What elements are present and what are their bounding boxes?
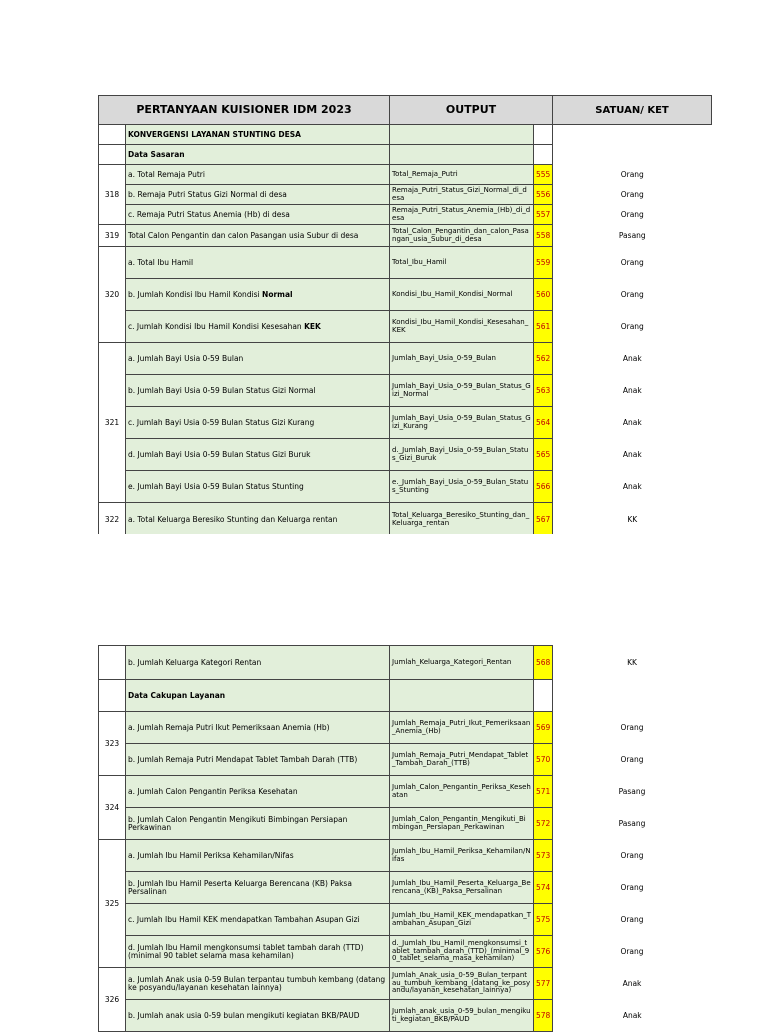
question-text: a. Total Ibu Hamil <box>126 247 390 279</box>
output-variable: Remaja_Putri_Status_Anemia_(Hb)_di_desa <box>390 205 534 225</box>
section-title: Data Cakupan Layanan <box>126 680 390 712</box>
unit-label: Anak <box>553 407 712 439</box>
output-code: 556 <box>534 185 553 205</box>
output-variable: Jumlah_Calon_Pengantin_Mengikuti_Bimbingan_Persiapan_Perkawinan <box>390 808 534 840</box>
unit-label: Orang <box>553 936 712 968</box>
question-text: b. Jumlah anak usia 0-59 bulan mengikuti kegiatan BKB/PAUD <box>126 1000 390 1032</box>
unit-label: Orang <box>553 872 712 904</box>
question-number: 320 <box>99 247 126 343</box>
table-row <box>99 311 712 343</box>
question-text: d. Jumlah Bayi Usia 0-59 Bulan Status Gizi Buruk <box>126 439 390 471</box>
output-code: 572 <box>534 808 553 840</box>
question-text: a. Jumlah Remaja Putri Ikut Pemeriksaan Anemia (Hb) <box>126 712 390 744</box>
output-code: 568 <box>534 646 553 680</box>
table-row <box>99 646 712 680</box>
output-code: 578 <box>534 1000 553 1032</box>
question-emphasis: KEK <box>304 321 321 331</box>
question-number <box>99 125 126 145</box>
unit-label: Pasang <box>553 225 712 247</box>
output-variable: d._Jumlah_Ibu_Hamil_mengkonsumsi_tablet_tambah_darah_(TTD)_(minimal_90_tablet_selama_masa_kehamilan) <box>390 936 534 968</box>
unit-label: Orang <box>553 840 712 872</box>
output-variable: Total_Calon_Pengantin_dan_calon_Pasangan_usia_Subur_di_desa <box>390 225 534 247</box>
question-text: b. Jumlah Keluarga Kategori Rentan <box>126 646 390 680</box>
unit-label: Anak <box>553 439 712 471</box>
unit-label <box>553 680 712 712</box>
output-variable: Jumlah_Bayi_Usia_0-59_Bulan_Status_Gizi_Normal <box>390 375 534 407</box>
section-row <box>99 145 712 165</box>
question-number <box>99 646 126 680</box>
output-code: 570 <box>534 744 553 776</box>
table-row <box>99 439 712 471</box>
unit-label: Pasang <box>553 808 712 840</box>
table-row <box>99 407 712 439</box>
output-variable: Jumlah_Bayi_Usia_0-59_Bulan_Status_Gizi_Kurang <box>390 407 534 439</box>
output-code <box>534 680 553 712</box>
table-row <box>99 165 712 185</box>
header-output: OUTPUT <box>390 96 553 125</box>
section-title: Data Sasaran <box>126 145 390 165</box>
unit-label: Orang <box>553 279 712 311</box>
table-row <box>99 776 712 808</box>
output-code: 576 <box>534 936 553 968</box>
unit-label: KK <box>553 646 712 680</box>
output-code: 569 <box>534 712 553 744</box>
header-title: PERTANYAAN KUISIONER IDM 2023 <box>99 96 390 125</box>
output-variable: Remaja_Putri_Status_Gizi_Normal_di_desa <box>390 185 534 205</box>
question-number <box>99 145 126 165</box>
output-code <box>534 125 553 145</box>
table-row <box>99 279 712 311</box>
question-text: a. Jumlah Bayi Usia 0-59 Bulan <box>126 343 390 375</box>
table-row <box>99 343 712 375</box>
table-row <box>99 936 712 968</box>
output-code: 565 <box>534 439 553 471</box>
question-number: 326 <box>99 968 126 1032</box>
header-row <box>99 96 712 125</box>
output-code: 567 <box>534 503 553 537</box>
table-row <box>99 205 712 225</box>
question-text: a. Total Remaja Putri <box>126 165 390 185</box>
output-variable: d._Jumlah_Bayi_Usia_0-59_Bulan_Status_Gizi_Buruk <box>390 439 534 471</box>
output-variable: Jumlah_Ibu_Hamil_KEK_mendapatkan_Tambahan_Asupan_Gizi <box>390 904 534 936</box>
output-variable: Kondisi_Ibu_Hamil_Kondisi_Normal <box>390 279 534 311</box>
unit-label: Pasang <box>553 776 712 808</box>
table-row <box>99 1000 712 1032</box>
question-text: e. Jumlah Bayi Usia 0-59 Bulan Status Stunting <box>126 471 390 503</box>
output-code: 577 <box>534 968 553 1000</box>
question-text: c. Jumlah Bayi Usia 0-59 Bulan Status Gizi Kurang <box>126 407 390 439</box>
question-number: 318 <box>99 165 126 225</box>
output-variable: Total_Keluarga_Beresiko_Stunting_dan_Keluarga_rentan <box>390 503 534 537</box>
question-number: 321 <box>99 343 126 503</box>
unit-label: Orang <box>553 712 712 744</box>
question-text: c. Remaja Putri Status Anemia (Hb) di desa <box>126 205 390 225</box>
question-number: 319 <box>99 225 126 247</box>
output-variable: Jumlah_Bayi_Usia_0-59_Bulan <box>390 343 534 375</box>
question-number: 323 <box>99 712 126 776</box>
output-code: 555 <box>534 165 553 185</box>
table-row <box>99 744 712 776</box>
unit-label: Anak <box>553 471 712 503</box>
question-text: a. Jumlah Anak usia 0-59 Bulan terpantau tumbuh kembang (datang ke posyandu/layanan kesehatan lainnya) <box>126 968 390 1000</box>
output-variable: Jumlah_Keluarga_Kategori_Rentan <box>390 646 534 680</box>
question-text: b. Jumlah Bayi Usia 0-59 Bulan Status Gizi Normal <box>126 375 390 407</box>
unit-label: Orang <box>553 185 712 205</box>
output-code: 564 <box>534 407 553 439</box>
table-row <box>99 503 712 537</box>
output-variable: Total_Remaja_Putri <box>390 165 534 185</box>
output-code: 563 <box>534 375 553 407</box>
unit-label: Orang <box>553 311 712 343</box>
output-variable: Jumlah_Calon_Pengantin_Periksa_Kesehatan <box>390 776 534 808</box>
output-code: 561 <box>534 311 553 343</box>
question-text: Total Calon Pengantin dan calon Pasangan usia Subur di desa <box>126 225 390 247</box>
question-number: 324 <box>99 776 126 840</box>
unit-label: Orang <box>553 205 712 225</box>
unit-label <box>553 145 712 165</box>
question-text: b. Remaja Putri Status Gizi Normal di desa <box>126 185 390 205</box>
output-variable <box>390 145 534 165</box>
table-row <box>99 872 712 904</box>
section-title: KONVERGENSI LAYANAN STUNTING DESA <box>126 125 390 145</box>
table-row <box>99 968 712 1000</box>
table-row <box>99 840 712 872</box>
question-text: b. Jumlah Kondisi Ibu Hamil Kondisi Normal <box>126 279 390 311</box>
question-text: a. Jumlah Calon Pengantin Periksa Kesehatan <box>126 776 390 808</box>
output-code: 574 <box>534 872 553 904</box>
unit-label: Anak <box>553 968 712 1000</box>
question-text: c. Jumlah Ibu Hamil KEK mendapatkan Tambahan Asupan Gizi <box>126 904 390 936</box>
output-variable <box>390 680 534 712</box>
table-row <box>99 471 712 503</box>
output-code: 571 <box>534 776 553 808</box>
table-row <box>99 225 712 247</box>
output-code: 573 <box>534 840 553 872</box>
question-number: 322 <box>99 503 126 537</box>
output-variable: Jumlah_Ibu_Hamil_Peserta_Keluarga_Berencana_(KB)_Paksa_Persalinan <box>390 872 534 904</box>
page-break-gap <box>0 534 768 646</box>
output-variable: Total_Ibu_Hamil <box>390 247 534 279</box>
table-row <box>99 904 712 936</box>
output-variable: Jumlah_Anak_usia_0-59_Bulan_terpantau_tumbuh_kembang_(datang_ke_posyandu/layanan_kesehatan_lainnya) <box>390 968 534 1000</box>
question-text: b. Jumlah Ibu Hamil Peserta Keluarga Berencana (KB) Paksa Persalinan <box>126 872 390 904</box>
unit-label: Anak <box>553 1000 712 1032</box>
unit-label: Orang <box>553 247 712 279</box>
unit-label: Orang <box>553 744 712 776</box>
table-row <box>99 185 712 205</box>
section-row <box>99 680 712 712</box>
output-code: 558 <box>534 225 553 247</box>
section-row <box>99 125 712 145</box>
questionnaire-table-page-1 <box>98 95 712 537</box>
output-variable: Jumlah_Remaja_Putri_Ikut_Pemeriksaan_Anemia_(Hb) <box>390 712 534 744</box>
unit-label: Anak <box>553 375 712 407</box>
output-code: 560 <box>534 279 553 311</box>
question-text: a. Jumlah Ibu Hamil Periksa Kehamilan/Nifas <box>126 840 390 872</box>
unit-label <box>553 125 712 145</box>
output-code: 557 <box>534 205 553 225</box>
output-code: 559 <box>534 247 553 279</box>
unit-label: Orang <box>553 904 712 936</box>
unit-label: Anak <box>553 343 712 375</box>
question-number: 325 <box>99 840 126 968</box>
table-row <box>99 375 712 407</box>
output-variable: Jumlah_Ibu_Hamil_Periksa_Kehamilan/Nifas <box>390 840 534 872</box>
question-emphasis: Normal <box>262 289 293 299</box>
output-variable: e._Jumlah_Bayi_Usia_0-59_Bulan_Status_Stunting <box>390 471 534 503</box>
table-row <box>99 712 712 744</box>
table-row <box>99 247 712 279</box>
output-variable: Kondisi_Ibu_Hamil_Kondisi_Kesesahan_KEK <box>390 311 534 343</box>
unit-label: KK <box>553 503 712 537</box>
questionnaire-table-page-2 <box>98 645 712 1032</box>
output-code: 575 <box>534 904 553 936</box>
question-text: a. Total Keluarga Beresiko Stunting dan Keluarga rentan <box>126 503 390 537</box>
question-text: c. Jumlah Kondisi Ibu Hamil Kondisi Kesesahan KEK <box>126 311 390 343</box>
question-text: b. Jumlah Calon Pengantin Mengikuti Bimbingan Persiapan Perkawinan <box>126 808 390 840</box>
output-variable: Jumlah_anak_usia_0-59_bulan_mengikuti_kegiatan_BKB/PAUD <box>390 1000 534 1032</box>
header-satuan: SATUAN/ KET <box>553 96 712 125</box>
output-code: 566 <box>534 471 553 503</box>
question-number <box>99 680 126 712</box>
output-code: 562 <box>534 343 553 375</box>
output-variable <box>390 125 534 145</box>
question-text: d. Jumlah Ibu Hamil mengkonsumsi tablet tambah darah (TTD) (minimal 90 tablet selama masa kehamilan) <box>126 936 390 968</box>
output-code <box>534 145 553 165</box>
output-variable: Jumlah_Remaja_Putri_Mendapat_Tablet_Tambah_Darah_(TTB) <box>390 744 534 776</box>
question-text: b. Jumlah Remaja Putri Mendapat Tablet Tambah Darah (TTB) <box>126 744 390 776</box>
unit-label: Orang <box>553 165 712 185</box>
table-row <box>99 808 712 840</box>
